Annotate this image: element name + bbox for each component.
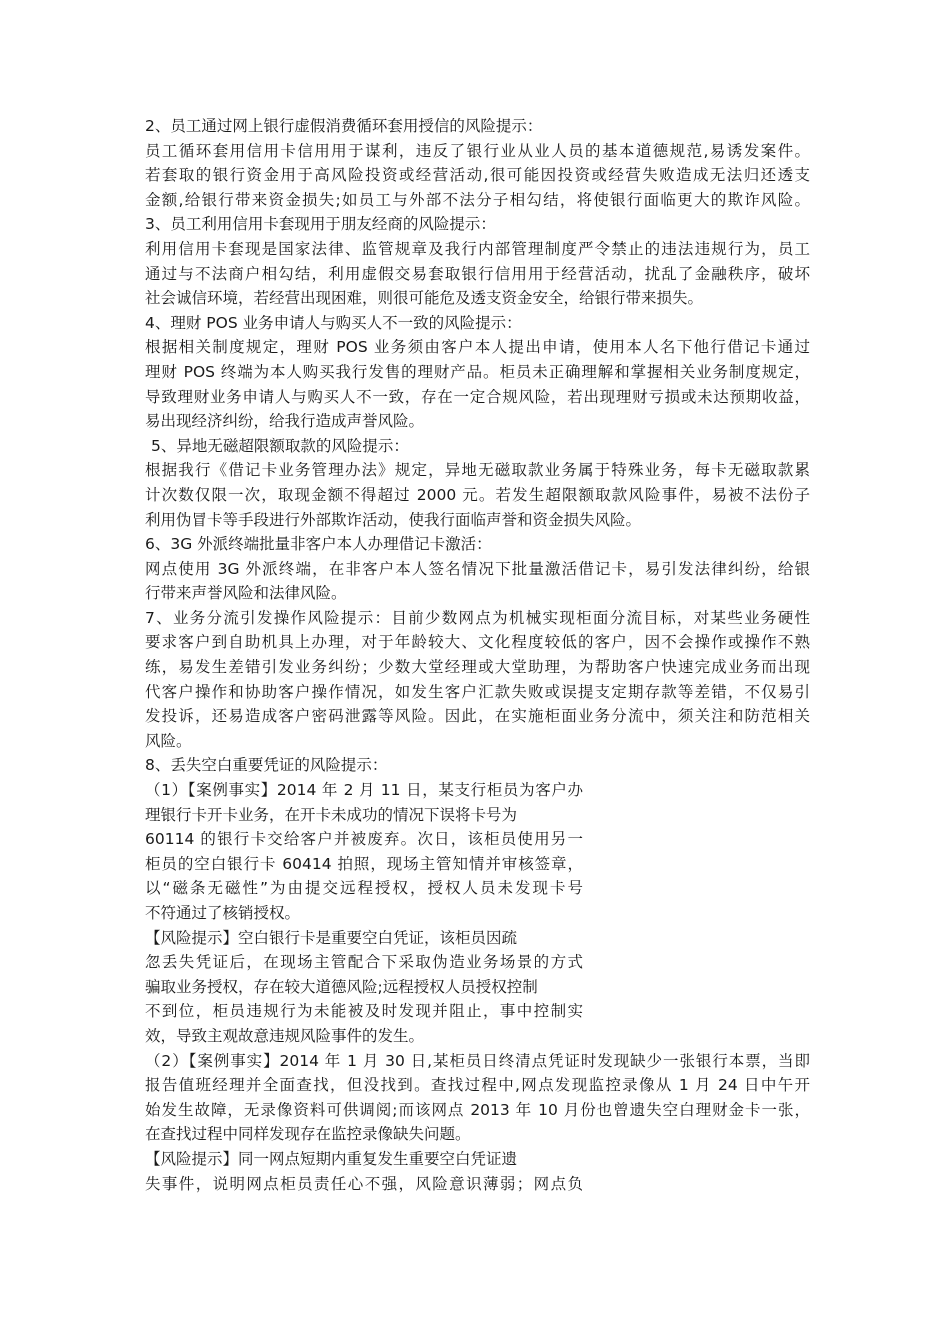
text-line: 6、3G 外派终端批量非客户本人办理借记卡激活： [145, 535, 492, 554]
text-line: 金额,给银行带来资金损失;如员工与外部不法分子相勾结，将使银行面临更大的欺诈风险。 [145, 190, 810, 209]
text-line: 失事件，说明网点柜员责任心不强，风险意识薄弱；网点负 [145, 1174, 583, 1193]
text-line: 行带来声誉风险和法律风险。 [145, 584, 347, 603]
text-line: 导致理财业务申请人与购买人不一致，存在一定合规风险，若出现理财亏损或未达预期收益， [145, 387, 810, 406]
text-line: 理银行卡开卡业务，在开卡未成功的情况下误将卡号为 [145, 805, 518, 824]
text-line: 网点使用 3G 外派终端，在非客户本人签名情况下批量激活借记卡，易引发法律纠纷，给银 [145, 559, 810, 578]
text-line: 以“磁条无磁性”为由提交远程授权，授权人员未发现卡号 [145, 879, 583, 898]
text-line: 柜员的空白银行卡 60414 拍照，现场主管知情并审核签章， [145, 854, 583, 873]
text-line: 60114 的银行卡交给客户并被废弃。次日，该柜员使用另一 [145, 830, 583, 849]
text-line: 根据我行《借记卡业务管理办法》规定，异地无磁取款业务属于特殊业务，每卡无磁取款累 [145, 461, 810, 480]
text-line: 通过与不法商户相勾结，利用虚假交易套取银行信用用于经营活动，扰乱了金融秩序，破坏 [145, 264, 810, 283]
text-line: 不符通过了核销授权。 [145, 904, 301, 922]
document-body [145, 114, 810, 1196]
text-line: 在查找过程中同样发现存在监控录像缺失问题。 [145, 1125, 471, 1144]
text-line: 易出现经济纠纷，给我行造成声誉风险。 [145, 412, 425, 431]
text-line: （2）【案例事实】2014 年 1 月 30 日,某柜员日终清点凭证时发现缺少一张银行本票，当即 [145, 1051, 810, 1070]
text-line: 始发生故障，无录像资料可供调阅;而该网点 2013 年 10 月份也曾遗失空白理财金卡一张， [145, 1100, 810, 1119]
text-line: 【风险提示】同一网点短期内重复发生重要空白凭证遗 [145, 1149, 518, 1168]
text-line: 风险。 [145, 731, 192, 750]
text-line: 8、丢失空白重要凭证的风险提示： [145, 756, 388, 775]
text-line: 骗取业务授权，存在较大道德风险;远程授权人员授权控制 [145, 977, 538, 996]
text-line: 效，导致主观故意违规风险事件的发生。 [145, 1026, 425, 1045]
text-line: 计次数仅限一次，取现金额不得超过 2000 元。若发生超限额取款风险事件，易被不法份子 [145, 485, 810, 504]
text-line: 【风险提示】空白银行卡是重要空白凭证，该柜员因疏 [145, 928, 518, 947]
text-line: 若套取的银行资金用于高风险投资或经营活动,很可能因投资或经营失败造成无法归还透支 [145, 166, 810, 185]
text-line: 不到位，柜员违规行为未能被及时发现并阻止，事中控制实 [145, 1002, 583, 1021]
text-line: 5、异地无磁超限额取款的风险提示： [151, 436, 409, 455]
text-line: 利用伪冒卡等手段进行外部欺诈活动，使我行面临声誉和资金损失风险。 [145, 510, 642, 529]
text-line: （1）【案例事实】2014 年 2 月 11 日，某支行柜员为客户办 [145, 781, 583, 800]
text-line: 理财 POS 终端为本人购买我行发售的理财产品。柜员未正确理解和掌握相关业务制度规定， [145, 362, 810, 381]
text-line: 报告值班经理并全面查找，但没找到。查找过程中,网点发现监控录像从 1 月 24 日中午开 [145, 1076, 810, 1095]
text-line: 4、理财 POS 业务申请人与购买人不一致的风险提示： [145, 313, 522, 332]
text-line: 练，易发生差错引发业务纠纷；少数大堂经理或大堂助理，为帮助客户快速完成业务而出现 [145, 658, 810, 677]
text-line: 代客户操作和协助客户操作情况，如发生客户汇款失败或误提支定期存款等差错，不仅易引 [145, 682, 810, 701]
text-line: 利用信用卡套现是国家法律、监管规章及我行内部管理制度严令禁止的违法违规行为，员工 [145, 239, 810, 258]
text-line: 7、业务分流引发操作风险提示：目前少数网点为机械实现柜面分流目标，对某些业务硬性 [145, 608, 810, 627]
text-line: 忽丢失凭证后，在现场主管配合下采取伪造业务场景的方式 [145, 953, 583, 972]
text-line: 发投诉，还易造成客户密码泄露等风险。因此，在实施柜面业务分流中，须关注和防范相关 [145, 707, 810, 726]
text-line: 员工循环套用信用卡信用用于谋利，违反了银行业从业人员的基本道德规范,易诱发案件。 [145, 141, 810, 160]
text-line: 根据相关制度规定，理财 POS 业务须由客户本人提出申请，使用本人名下他行借记卡通过 [145, 338, 810, 357]
text-line: 要求客户到自助机具上办理，对于年龄较大、文化程度较低的客户，因不会操作或操作不熟 [145, 633, 810, 652]
text-line: 3、员工利用信用卡套现用于朋友经商的风险提示： [145, 215, 496, 234]
text-line: 社会诚信环境，若经营出现困难，则很可能危及透支资金安全，给银行带来损失。 [145, 289, 704, 308]
text-line: 2、员工通过网上银行虚假消费循环套用授信的风险提示： [145, 117, 543, 135]
